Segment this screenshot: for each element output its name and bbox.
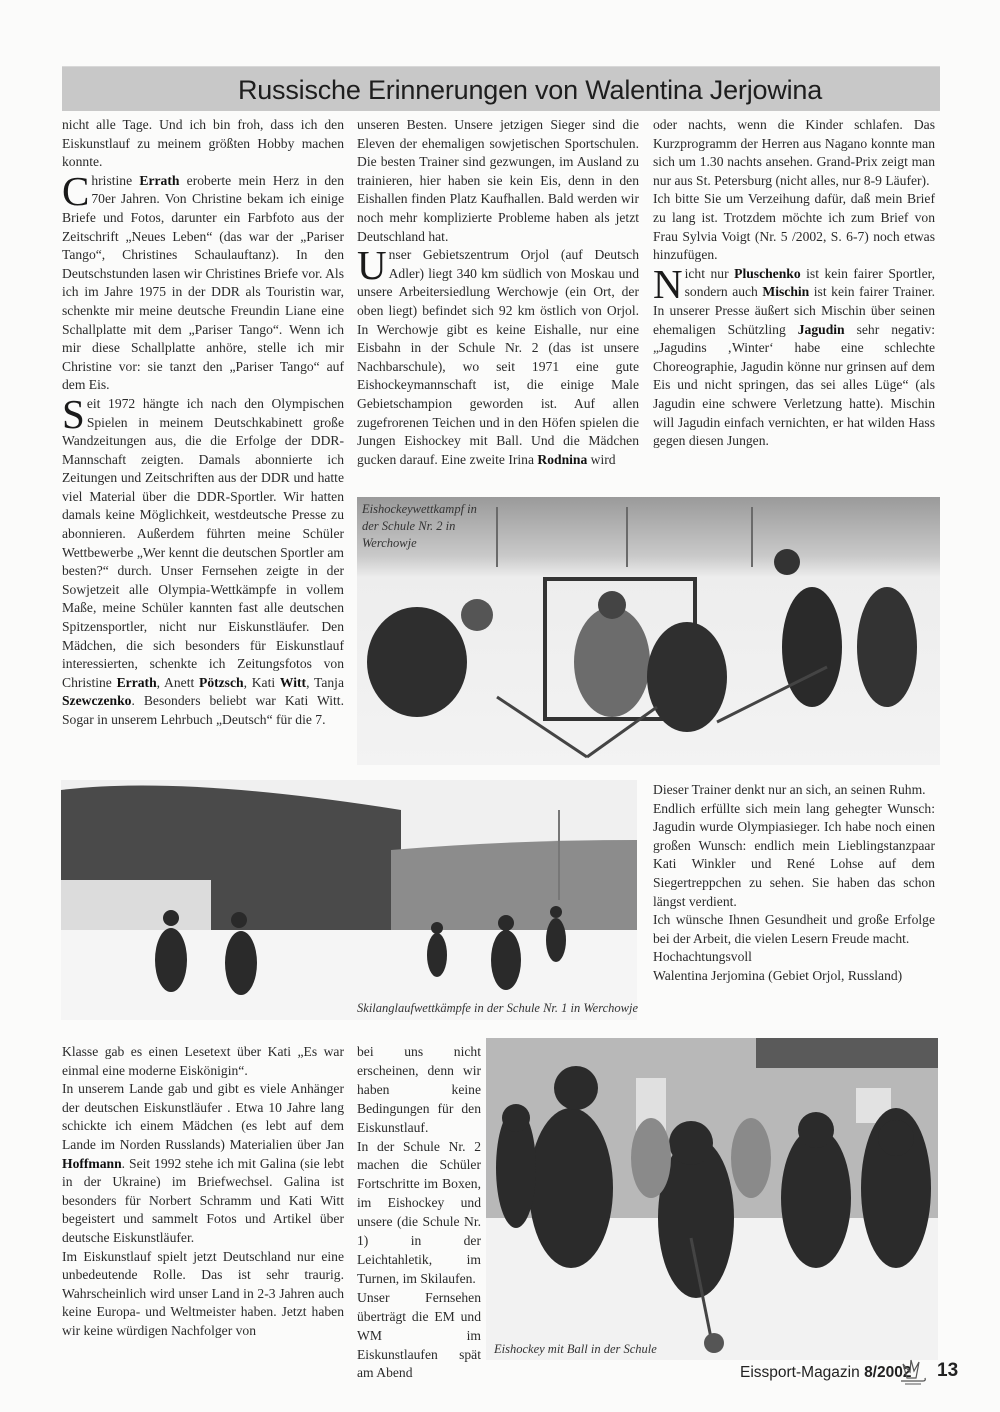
paragraph: unseren Besten. Unsere jetzigen Sieger sind die Eleven der ehemaligen sowjetischen Sportschulen. Die besten Trainer sind gezwungen, im Ausland zu trainieren, hier haben sie kein Eis, denn in den Eishallen finden Platz Kaufhallen. Bald werden wir noch mehr komplizierte Probleme haben als jetzt Deutschland hat. (357, 117, 639, 244)
paragraph: Klasse gab es einen Lesetext über Kati „Es war einmal eine moderne Eiskönigin“. (62, 1044, 344, 1078)
paragraph: Dieser Trainer denkt nur an sich, an seinen Ruhm. (653, 782, 926, 797)
paragraph: Im Eiskunstlauf spielt jetzt Deutschland nur eine unbedeutende Rolle. Das ist sehr traurig. Wahrscheinlich wird unser Land in 2-3 Jahren auch keine Europa- und Weltmeister haben. Jetzt haben wir keine würdigen Nachfolger von (62, 1248, 344, 1338)
column-3 (653, 116, 935, 451)
paragraph: Nicht nur Pluschenko ist kein fairer Sportler, sondern auch Mischin ist kein fairer Trainer. In unserer Presse äußert sich Mischin über seinen ehemaligen Schützling Jagudin sehr negativ: „Jagudins ‚Winter‘ habe eine schlechte Choreographie, Jagudin könne nur grinsen auf dem Eis und nicht springen, das sei alles Lüge“ (als Jagudin eine schwere Verletzung hatte). Mischin will Jagudin einfach vernichten, er hat wilden Hass gegen diesen Jungen. (653, 260, 935, 449)
column-1 (62, 116, 344, 730)
skate-wing-logo-icon (897, 1356, 929, 1386)
footer-magazine (740, 1364, 911, 1382)
paragraph: nicht alle Tage. Und ich bin froh, dass ich den Eiskunstlauf zu meinem größten Hobby machen konnte. (62, 117, 344, 170)
paragraph: Ich bitte Sie um Verzeihung dafür, daß mein Brief zu lang ist. Trotzdem möchte ich zum Brief von Frau Sylvia Voigt (Nr. 5 /2002, S. 6-7) noch etwas hinzufügen. (653, 191, 935, 263)
paragraph: Unser Fernsehen überträgt die EM und WM im Eiskunstlaufen spät am Abend (357, 1289, 481, 1381)
column-1-bottom (62, 1043, 344, 1341)
column-3-bottom (653, 781, 935, 986)
paragraph: Unser Gebietszentrum Orjol (auf Deutsch Adler) liegt 340 km südlich von Moskau und unsere Arbeitersiedlung Werchowje (ein Ort, der oben liegt) befindet sich 92 km östlich von Orjol. In Werchowje gibt es keine Eishalle, nur eine Eisbahn in der Schule Nr. 2 (das ist unsere Nachbarschule), wo seit 1971 eine gute Eishockeymannschaft ist, die einige Male Gebietschampion geworden ist. Auf allen zugefrorenen Teichen und in den Höfen spielen die Jungen Eishockey mit Ball. Und die Mädchen gucken darauf. Eine zweite Irina Rodnina wird (357, 242, 639, 467)
photo-caption-ski-race: Skilanglaufwettkämpfe in der Schule Nr. 1 in Werchowje (357, 1001, 638, 1015)
signature: Walentina Jerjomina (Gebiet Orjol, Russland) (653, 967, 903, 983)
issue-number: 8/2002 (864, 1364, 912, 1381)
drop-cap: S (62, 390, 85, 437)
column-2-bottom (357, 1043, 481, 1383)
photo-caption-ice-hockey: Eishockeywettkampf in der Schule Nr. 2 in Werchowje (362, 502, 477, 550)
drop-cap: U (357, 242, 387, 289)
photo-ball-hockey (486, 1038, 938, 1360)
paragraph: Seit 1972 hängte ich nach den Olympischen Spielen in meinem Deutschkabinett große Wandzeitungen aus, die die Erfolge der DDR-Mannschaft zeigten. Damals abonnierte ich Zeitungen und Zeitschriften aus der DDR und hatte viel Material über die DDR-Sportler. Wir hatten damals keine Möglichkeit, westdeutsche Presse zu abonnieren. Außerdem führten meine Schüler Wettbewerbe „Wer kennt die deutschen Sportler am besten?“ durch. Unser Fernsehen zeigte in der Sowjetzeit alle Olympia-Wettkämpfe in vollem Maße, meine Schüler kannten fast alle deutschen Spitzensportler, nicht nur Eiskunstläufer. Den Mädchen, die sich besonders für Eiskunstlauf interessierten, schenkte ich Zeitungsfotos von Christine Errath, Anett Pötzsch, Kati Witt, Tanja Szewczenko. Besonders beliebt war Kati Witt. Sogar in unserem Lehrbuch „Deutsch“ für die 7. (62, 390, 344, 727)
photo-ski-race (61, 780, 637, 1020)
magazine-name: Eissport-Magazin (740, 1364, 860, 1381)
paragraph: In der Schule Nr. 2 machen die Schüler Fortschritte im Boxen, im Eishockey und unsere (die Schule Nr. 1) in der Leichtahletik, im Turnen, im Skilaufen. (357, 1138, 481, 1286)
drop-cap: C (62, 167, 90, 214)
column-2 (357, 116, 639, 469)
paragraph: In unserem Lande gab und gibt es viele Anhänger der deutschen Eiskunstläufer . Etwa 10 Jahre lang schickte ich einem Mädchen (es lebt auf dem Lande im Norden Russlands) Materialien über Jan Hoffmann. Seit 1992 stehe ich mit Galina (sie lebt in der Ukraine) im Briefwechsel. Galina ist besonders für Norbert Schramm und Kati Witt begeistert und sammelt Fotos und Artikel über deutsche Eiskunstläufer. (62, 1081, 344, 1245)
title-bar (62, 66, 940, 111)
page-number: 13 (937, 1360, 959, 1381)
closing: Hochachtungsvoll (653, 949, 752, 965)
drop-cap: N (653, 260, 683, 307)
paragraph: oder nachts, wenn die Kinder schlafen. Das Kurzprogramm der Herren aus Nagano konnte man sich um 1.30 nachts ansehen. Grand-Prix zeigt man nur aus St. Petersburg (nicht alles, nur 8-9 Läufer). (653, 117, 935, 188)
article-title: Russische Erinnerungen von Walentina Jerjowina (237, 75, 823, 105)
paragraph: bei uns nicht erscheinen, denn wir haben keine Bedingungen für den Eiskunstlauf. (357, 1044, 481, 1135)
paragraph: Endlich erfüllte sich mein lang gehegter Wunsch: Jagudin wurde Olympiasieger. Ich habe noch einen großen Wunsch: endlich mein Lieblingstanzpaar Kati Winkler und René Lohse auf dem Siegertreppchen zu sehen. Sie haben das schon längst verdient. (653, 800, 935, 909)
paragraph: Ich wünsche Ihnen Gesundheit und große Erfolge bei der Arbeit, die vielen Lesern Freude macht. (653, 912, 935, 946)
photo-caption-ball-hockey: Eishockey mit Ball in der Schule (494, 1342, 657, 1356)
paragraph: Christine Errath eroberte mein Herz in den 70er Jahren. Von Christine bekam ich einige Briefe und Fotos, darunter ein Farbfoto aus der Zeitschrift „Neues Leben“ (das war der „Pariser Tango“, Christines Schaulauftanz). In den Deutschstunden lasen wir Christines Briefe vor. Als ich im Jahre 1975 in der DDR als Touristin war, schenkte mir meine deutsche Freundin Liane eine Schallplatte mit dem „Pariser Tango“. Wenn ich mir diese Schallplatte anhöre, stelle ich mir Christine vor: sie tanzt den „Pariser Tango“ auf dem Eis. (62, 167, 344, 393)
